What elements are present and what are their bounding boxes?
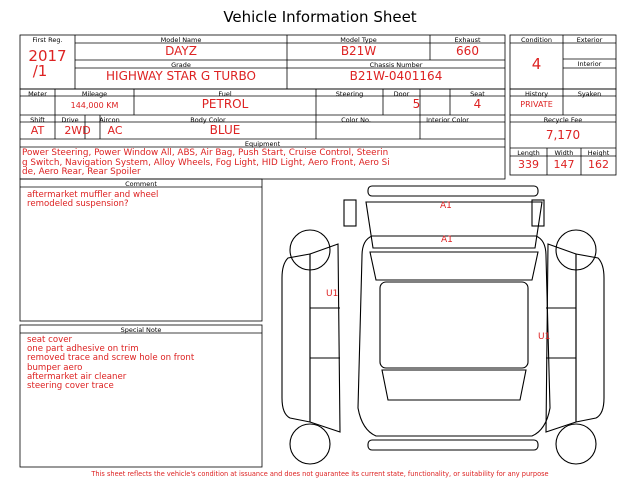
exhaust-value: 660 — [456, 44, 479, 58]
label-syaken: Syaken — [577, 90, 602, 98]
height-value: 162 — [588, 158, 609, 171]
label-first-reg: First Reg. — [32, 36, 63, 44]
front-left-corner — [344, 200, 356, 226]
equipment-line: g Switch, Navigation System, Alloy Wheels, Fog Light, HID Light, Aero Front, Aero Si — [22, 157, 390, 168]
label-meter: Meter — [28, 90, 47, 98]
special-note-line: aftermarket air cleaner — [27, 371, 127, 382]
comment-line: aftermarket muffler and wheel — [27, 190, 159, 200]
label-seat: Seat — [470, 90, 485, 98]
label-history: History — [524, 90, 549, 98]
fuel-value: PETROL — [201, 97, 249, 111]
label-interior: Interior — [577, 60, 602, 68]
special-note-line: steering cover trace — [27, 381, 114, 392]
drive-value: 2WD — [64, 124, 91, 137]
label-comment: Comment — [125, 180, 157, 188]
body-outline — [358, 236, 550, 436]
seat-value: 4 — [473, 97, 482, 111]
label-grade: Grade — [171, 61, 191, 69]
left-door-panel — [310, 244, 340, 432]
comment-line: remodeled suspension? — [27, 199, 129, 210]
label-length: Length — [517, 149, 540, 157]
hood-outline — [366, 202, 542, 248]
equipment-line: Power Steering, Power Window All, ABS, Air Bag, Push Start, Cruise Control, Steerin — [22, 148, 389, 158]
label-model-type: Model Type — [340, 36, 377, 44]
mark-hood: A1 — [441, 235, 453, 245]
special-note-list — [27, 336, 194, 391]
label-width: Width — [554, 149, 574, 157]
label-exterior: Exterior — [576, 36, 603, 44]
special-note-line: removed trace and screw hole on front — [27, 353, 195, 364]
rear-left-wheel — [290, 424, 330, 464]
equipment-line: de, Aero Rear, Rear Spoiler — [22, 167, 141, 178]
label-height: Height — [587, 149, 610, 157]
label-color-no: Color No. — [341, 116, 371, 124]
first-reg-month: /1 — [32, 62, 48, 80]
length-value: 339 — [518, 158, 539, 171]
sheet-title: Vehicle Information Sheet — [223, 8, 417, 26]
special-note-line: bumper aero — [27, 362, 83, 373]
label-drive: Drive — [61, 116, 79, 124]
label-chassis-number: Chassis Number — [369, 61, 423, 69]
mark-left-side: U1 — [326, 289, 339, 299]
rear-right-wheel — [556, 424, 596, 464]
door-value: 5 — [412, 97, 421, 111]
label-recycle-fee: Recycle Fee — [543, 116, 583, 124]
mark-right-side: U1 — [538, 332, 551, 342]
label-door: Door — [393, 90, 410, 98]
label-body-color: Body Color — [190, 116, 226, 124]
label-fuel: Fuel — [218, 90, 232, 98]
car-diagram — [270, 178, 616, 468]
roof-outline — [380, 282, 528, 368]
model-type-value: B21W — [340, 44, 377, 58]
rear-bumper-outline — [368, 440, 538, 450]
label-mileage: Mileage — [81, 90, 108, 98]
model-name-value: DAYZ — [165, 44, 197, 58]
chassis-number-value: B21W-0401164 — [349, 69, 443, 83]
windshield-outline — [370, 252, 538, 280]
label-special-note: Special Note — [120, 326, 162, 334]
special-note-line: seat cover — [27, 335, 73, 345]
rear-window-outline — [382, 370, 526, 400]
label-shift: Shift — [30, 116, 45, 124]
right-side-panel — [576, 254, 604, 422]
equipment-list — [22, 149, 390, 178]
condition-value: 4 — [531, 55, 542, 73]
front-bumper-outline — [368, 186, 538, 196]
grade-value: HIGHWAY STAR G TURBO — [106, 69, 256, 83]
label-equipment: Equipment — [244, 140, 281, 148]
label-exhaust: Exhaust — [454, 36, 481, 44]
label-interior-color: Interior Color — [426, 116, 469, 124]
aircon-value: AC — [107, 124, 123, 137]
mileage-value: 144,000 KM — [70, 101, 119, 110]
sheet-footer: This sheet reflects the vehicle's condition at issuance and does not guarantee its current state, functionality, or suitability for any purpose — [91, 470, 549, 478]
label-model-name: Model Name — [160, 36, 202, 44]
label-steering: Steering — [335, 90, 364, 98]
right-door-panel — [546, 244, 576, 432]
recycle-fee-value: 7,170 — [545, 128, 581, 142]
first-reg-year: 2017 — [28, 47, 67, 65]
label-condition: Condition — [520, 36, 553, 44]
shift-value: AT — [30, 124, 45, 137]
width-value: 147 — [553, 158, 575, 171]
mark-front-top: A1 — [440, 201, 452, 211]
special-note-line: one part adhesive on trim — [27, 344, 139, 355]
label-aircon: Aircon — [99, 116, 120, 124]
history-value: PRIVATE — [520, 100, 553, 109]
comment-list — [27, 191, 158, 209]
left-side-panel — [282, 254, 310, 422]
body-color-value: BLUE — [209, 123, 241, 137]
